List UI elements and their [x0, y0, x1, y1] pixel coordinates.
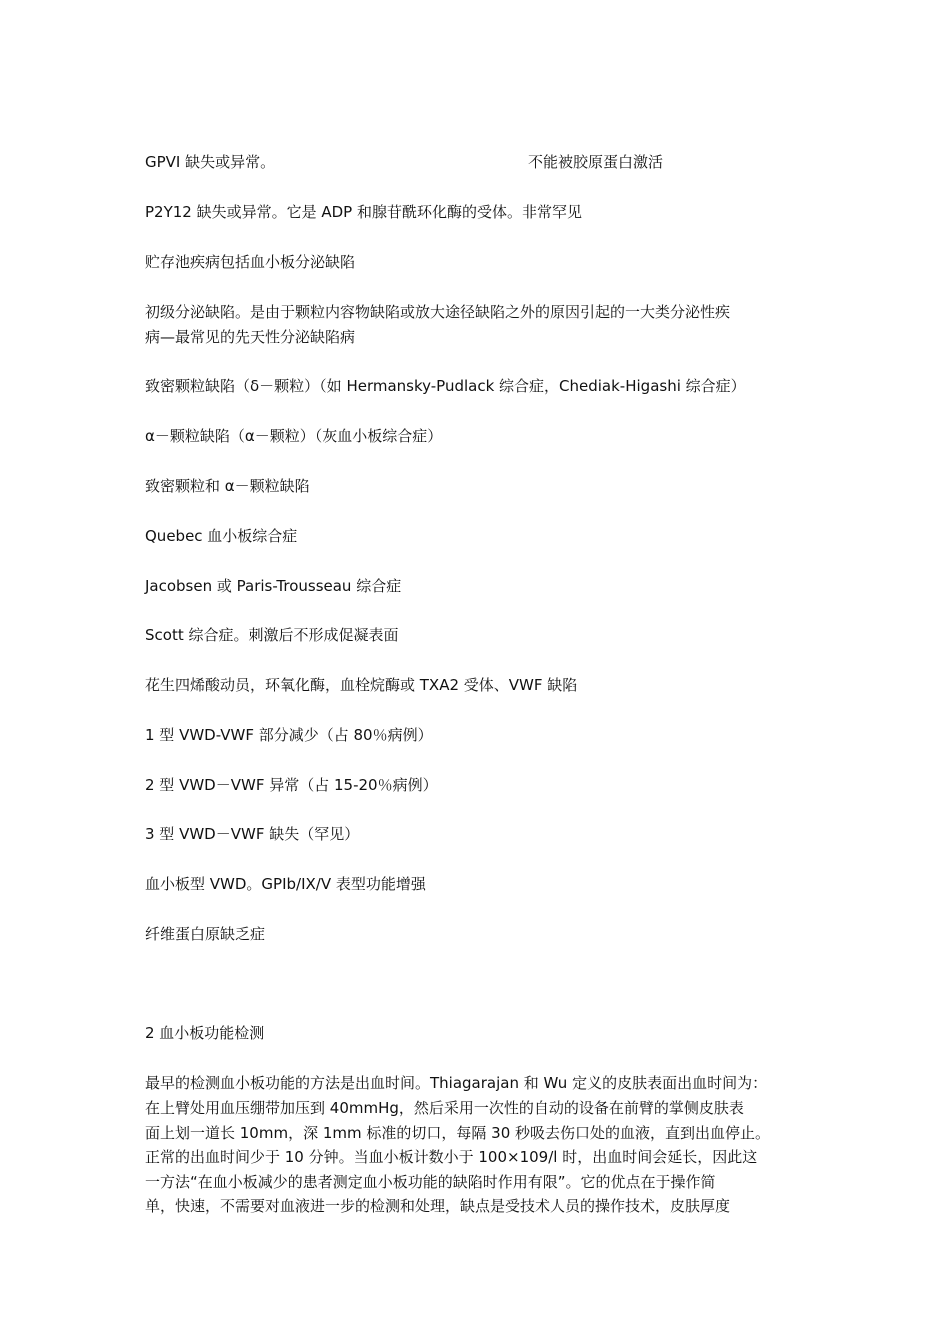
text-line: 2 型 VWD－VWF 异常（占 15-20％病例） [145, 776, 438, 794]
text-line: α－颗粒缺陷（α－颗粒）（灰血小板综合症） [145, 427, 443, 445]
text-line: 纤维蛋白原缺乏症 [145, 925, 266, 943]
text-line: 1 型 VWD-VWF 部分减少（占 80％病例） [145, 726, 433, 744]
text-line: Quebec 血小板综合症 [145, 527, 298, 545]
text-line: 致密颗粒缺陷（δ－颗粒）（如 Hermansky-Pudlack 综合症，Chediak-Higashi 综合症） [145, 377, 746, 395]
paragraph-line: 正常的出血时间少于 10 分钟。当血小板计数小于 100×109/l 时，出血时间会延长，因此这 [145, 1148, 758, 1166]
paragraph-line: 最早的检测血小板功能的方法是出血时间。Thiagarajan 和 Wu 定义的皮肤表面出血时间为： [145, 1074, 768, 1092]
text-line-continued: 病—最常见的先天性分泌缺陷病 [145, 328, 356, 346]
text-line: 花生四烯酸动员，环氧化酶，血栓烷酶或 TXA2 受体、VWF 缺陷 [145, 676, 578, 694]
paragraph-line: 面上划一道长 10mm，深 1mm 标准的切口，每隔 30 秒吸去伤口处的血液，直到出血停止。 [145, 1124, 771, 1142]
section-heading: 2 血小板功能检测 [145, 1024, 265, 1042]
text-line: 贮存池疾病包括血小板分泌缺陷 [145, 253, 356, 271]
text-line: P2Y12 缺失或异常。它是 ADP 和腺苷酰环化酶的受体。非常罕见 [145, 203, 583, 221]
text-line: 初级分泌缺陷。是由于颗粒内容物缺陷或放大途径缺陷之外的原因引起的一大类分泌性疾 [145, 303, 731, 321]
text-line: Jacobsen 或 Paris-Trousseau 综合症 [145, 577, 402, 595]
paragraph-line: 在上臂处用血压绷带加压到 40mmHg，然后采用一次性的自动的设备在前臂的掌侧皮肤表 [145, 1099, 744, 1117]
text-line [145, 150, 664, 174]
line-text: GPVI 缺失或异常。 [145, 153, 276, 171]
text-line: 血小板型 VWD。GPIb/IX/V 表型功能增强 [145, 875, 426, 893]
paragraph-line: 单，快速，不需要对血液进一步的检测和处理，缺点是受技术人员的操作技术，皮肤厚度 [145, 1197, 731, 1215]
text-line: 致密颗粒和 α－颗粒缺陷 [145, 477, 310, 495]
text-line: Scott 综合症。刺激后不形成促凝表面 [145, 626, 399, 644]
text-line: 3 型 VWD－VWF 缺失（罕见） [145, 825, 360, 843]
paragraph-line: 一方法“在血小板减少的患者测定血小板功能的缺陷时作用有限”。它的优点在于操作简 [145, 1173, 716, 1191]
line-text-tabbed: 不能被胶原蛋白激活 [528, 153, 664, 171]
